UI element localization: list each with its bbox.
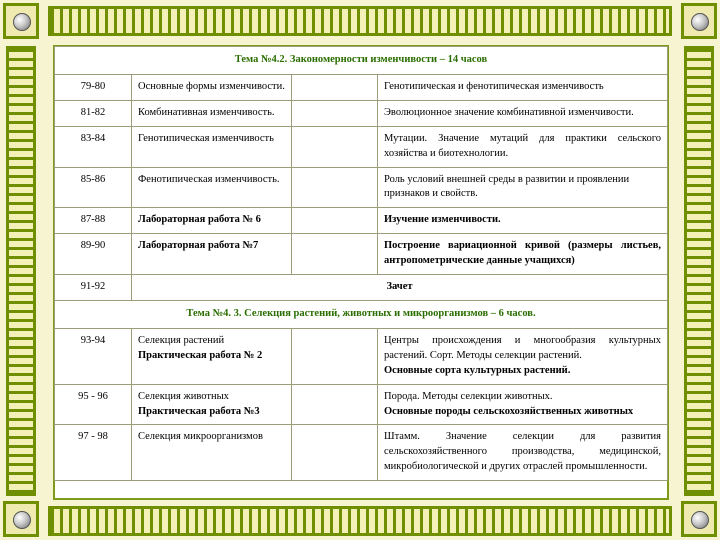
topic-row: [55, 47, 668, 75]
empty-cell: [292, 126, 378, 167]
lesson-title: [132, 384, 292, 425]
topic-row: [55, 300, 668, 328]
lesson-description: [378, 328, 668, 384]
lesson-title: Комбинативная изменчивость.: [132, 100, 292, 126]
lesson-number: 81-82: [55, 100, 132, 126]
lab-title: Лабораторная работа №7: [138, 240, 259, 252]
lesson-number: 95 - 96: [55, 384, 132, 425]
corner-knob-bottom-left: [3, 501, 39, 537]
frame-right-band: [684, 46, 714, 496]
lesson-title: Генотипическая изменчивость: [132, 126, 292, 167]
lesson-description: Эволюционное значение комбинативной изменчивости.: [378, 100, 668, 126]
lesson-number: 93-94: [55, 328, 132, 384]
lesson-title: [132, 208, 292, 234]
lesson-title: [132, 234, 292, 275]
empty-cell: [292, 234, 378, 275]
practical-work-label: Практическая работа № 2: [138, 349, 263, 361]
lesson-description-bold: Основные породы сельскохозяйственных животных: [384, 405, 634, 417]
lesson-title: Основные формы изменчивости.: [132, 74, 292, 100]
lesson-description-text: Порода. Методы селекции животных.: [384, 390, 553, 402]
practical-work-label: Практическая работа №3: [138, 405, 260, 417]
lesson-title-text: Селекция растений: [138, 334, 225, 346]
frame-top-band: [48, 6, 672, 36]
table-row: [55, 208, 668, 234]
empty-cell: [292, 384, 378, 425]
lesson-description: Мутации. Значение мутаций для практики сельского хозяйства и биотехнологии.: [378, 126, 668, 167]
lesson-title: Фенотипическая изменчивость.: [132, 167, 292, 208]
lesson-number: 89-90: [55, 234, 132, 275]
empty-cell: [292, 328, 378, 384]
table-row: [55, 126, 668, 167]
table-row: [55, 100, 668, 126]
topic-heading: Тема №4. 3. Селекция растений, животных и микроорганизмов – 6 часов.: [55, 300, 668, 328]
table-row: [55, 167, 668, 208]
corner-knob-top-right: [681, 3, 717, 39]
lesson-description: Генотипическая и фенотипическая изменчивость: [378, 74, 668, 100]
lesson-number: 87-88: [55, 208, 132, 234]
empty-cell: [292, 100, 378, 126]
lesson-description: [378, 234, 668, 275]
lesson-number: 79-80: [55, 74, 132, 100]
frame-bottom-band: [48, 506, 672, 536]
table-row: [55, 328, 668, 384]
lesson-title: [132, 328, 292, 384]
frame-left-band: [6, 46, 36, 496]
lesson-number: 97 - 98: [55, 425, 132, 481]
lesson-description: Штамм. Значение селекции для развития сельскохозяйственного производства, медицинской, микробиологической и других отраслей промышленности.: [378, 425, 668, 481]
empty-cell: [292, 208, 378, 234]
curriculum-table: [54, 46, 668, 481]
table-row: [55, 74, 668, 100]
lesson-description: [378, 208, 668, 234]
empty-cell: [292, 167, 378, 208]
corner-knob-bottom-right: [681, 501, 717, 537]
corner-knob-top-left: [3, 3, 39, 39]
lab-description: Построение вариационной кривой (размеры листьев, антропометрические данные учащихся): [384, 240, 661, 267]
lesson-title: Селекция микроорганизмов: [132, 425, 292, 481]
lesson-number: 83-84: [55, 126, 132, 167]
lesson-description: Роль условий внешней среды в развитии и проявлении признаков и свойств.: [378, 167, 668, 208]
lesson-number: 91-92: [55, 275, 132, 301]
lesson-description-bold: Основные сорта культурных растений.: [384, 364, 571, 376]
empty-cell: [292, 74, 378, 100]
table-row: [55, 425, 668, 481]
lesson-number: 85-86: [55, 167, 132, 208]
lesson-title-text: Селекция животных: [138, 390, 229, 402]
lesson-description: [378, 384, 668, 425]
table-row: [55, 384, 668, 425]
table-row: [55, 234, 668, 275]
lesson-description-text: Центры происхождения и многообразия культурных растений. Сорт. Методы селекции растений.: [384, 334, 661, 361]
exam-row: [55, 275, 668, 301]
empty-cell: [292, 425, 378, 481]
lab-description: Изучение изменчивости.: [384, 214, 501, 226]
topic-heading: Тема №4.2. Закономерности изменчивости – 14 часов: [55, 47, 668, 75]
lab-title: Лабораторная работа № 6: [138, 214, 261, 226]
exam-label: Зачет: [132, 275, 668, 301]
